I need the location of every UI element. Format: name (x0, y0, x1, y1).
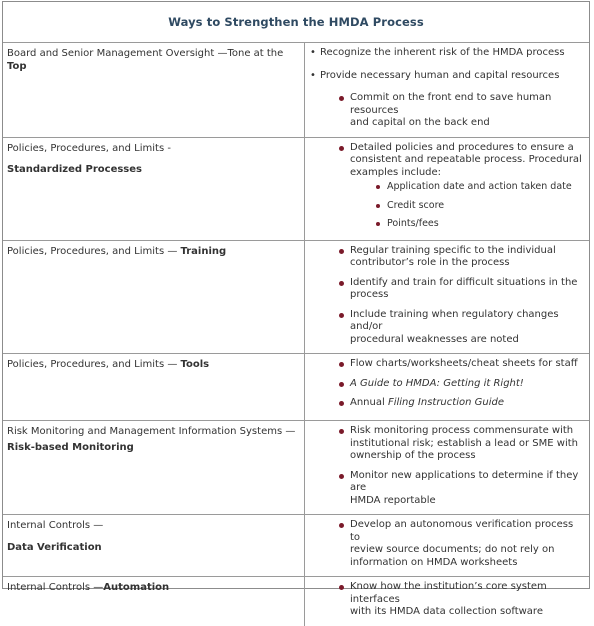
table-title-bar (3, 2, 589, 43)
list-item: • Recognize the inherent risk of the HMDA process (310, 47, 565, 58)
list-item: • Provide necessary human and capital resources (310, 69, 560, 81)
table-row (3, 577, 589, 626)
row-label-risk-monitoring: Risk Monitoring and Management Information Systems — Risk-based Monitoring (3, 421, 305, 515)
bullet-dot-icon (339, 313, 344, 318)
list-item: Annual Filing Instruction Guide (339, 397, 583, 410)
bullet-dot-icon (339, 362, 344, 367)
row-content-training (305, 240, 590, 354)
table-row (3, 137, 589, 240)
bullet-dot-icon (339, 382, 344, 387)
bullet-dot-icon (339, 523, 344, 528)
bullet-dot-icon (339, 429, 344, 434)
bullet-dot-icon (339, 474, 344, 479)
table-row (3, 354, 589, 421)
list-item: Commit on the front end to save human resources and capital on the back end (339, 92, 583, 130)
row-content-standardized-processes (305, 137, 590, 240)
list-item: Points/fees (376, 218, 583, 231)
hmda-table (3, 43, 589, 626)
bullet-dot-icon (339, 249, 344, 254)
table-row (3, 240, 589, 354)
row-label-standardized-processes: Policies, Procedures, and Limits - Standardized Processes (3, 137, 305, 240)
list-item: Include training when regulatory changes and/or procedural weaknesses are noted (339, 309, 583, 347)
bullet-dot-icon (339, 281, 344, 286)
bullet-dot-icon (339, 96, 344, 101)
list-item: Know how the institution’s core system interfaces with its HMDA data collection software (339, 581, 583, 619)
list-item: Flow charts/worksheets/cheat sheets for staff (339, 358, 583, 371)
bullet-dot-icon: • (310, 47, 316, 58)
bullet-dot-icon (376, 185, 380, 189)
list-item: Risk monitoring process commensurate with institutional risk; establish a lead or SME with ownership of the process (339, 425, 583, 463)
row-label-board-oversight: Board and Senior Management Oversight —Tone at the Top (3, 43, 305, 137)
list-item: Identify and train for difficult situations in the process (339, 277, 583, 302)
list-item: Credit score (376, 200, 583, 213)
table-row (3, 43, 589, 137)
list-item: A Guide to HMDA: Getting it Right! (339, 378, 583, 391)
table-title: Ways to Strengthen the HMDA Process (168, 15, 424, 29)
row-label-tools: Policies, Procedures, and Limits — Tools (3, 354, 305, 421)
row-content-risk-monitoring (305, 421, 590, 515)
table-row (3, 515, 589, 577)
row-content-automation (305, 577, 590, 626)
bullet-dot-icon (339, 401, 344, 406)
bullet-dot-icon: • (310, 69, 316, 81)
row-content-board-oversight (305, 43, 590, 137)
table-row (3, 421, 589, 515)
list-item: Regular training specific to the individual contributor’s role in the process (339, 245, 583, 270)
hmda-table-frame (2, 1, 590, 617)
list-item: Detailed policies and procedures to ensure a consistent and repeatable process. Procedural examples include: Application date and action taken date Credit score Points/fees (339, 142, 583, 231)
row-label-training: Policies, Procedures, and Limits — Training (3, 240, 305, 354)
bullet-dot-icon (339, 585, 344, 590)
row-label-data-verification: Internal Controls — Data Verification (3, 515, 305, 577)
bullet-dot-icon (376, 204, 380, 208)
bullet-dot-icon (339, 146, 344, 151)
bullet-dot-icon (376, 222, 380, 226)
list-item: Monitor new applications to determine if they are HMDA reportable (339, 470, 583, 508)
list-item: Develop an autonomous verification process to review source documents; do not rely on information on HMDA worksheets (339, 519, 583, 569)
list-item: Application date and action taken date (376, 181, 583, 194)
row-label-automation: Internal Controls —Automation (3, 577, 305, 626)
row-content-tools (305, 354, 590, 421)
row-content-data-verification (305, 515, 590, 577)
